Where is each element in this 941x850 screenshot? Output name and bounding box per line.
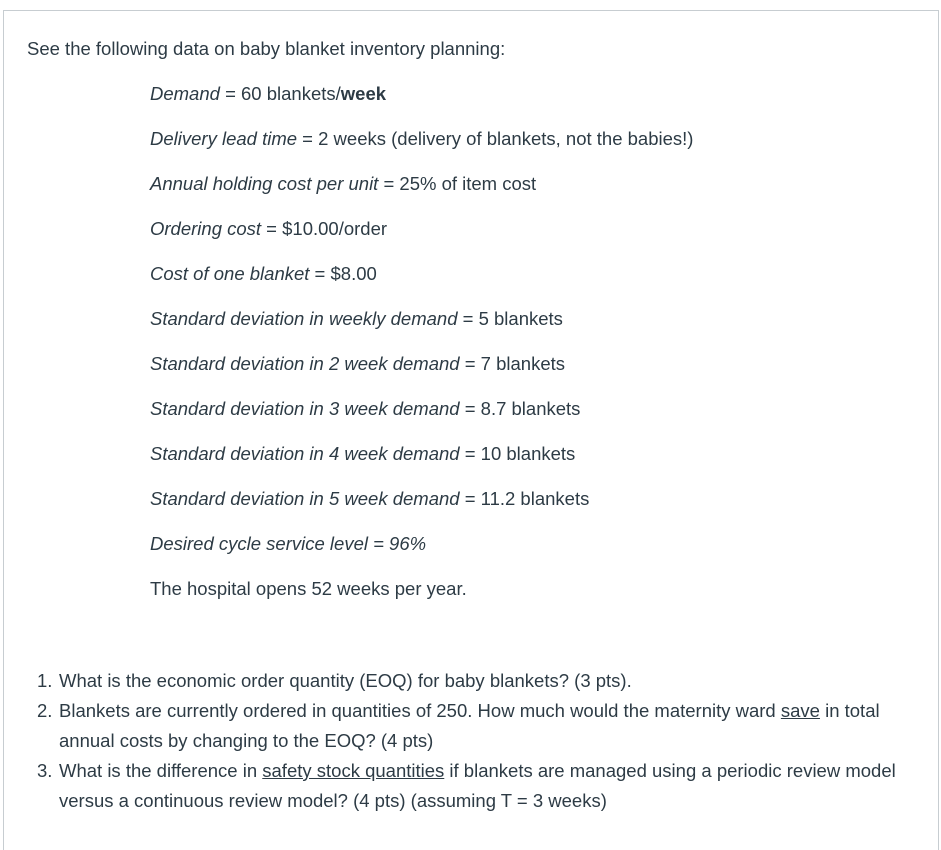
question-text: What is the difference in	[59, 760, 263, 781]
param-lead-time	[150, 127, 693, 172]
param-label: Ordering cost	[150, 218, 262, 239]
underlined-term: safety stock quantities	[262, 760, 445, 781]
question-text-tail: in total annual costs by changing to the EOQ? (4 pts)	[59, 700, 880, 751]
parameter-list	[150, 82, 693, 622]
param-value: = 8.7 blankets	[459, 398, 581, 419]
param-sd-5-week	[150, 487, 693, 532]
param-label: Cost of one blanket	[150, 263, 310, 284]
param-label: Desired cycle service level = 96%	[150, 533, 427, 554]
intro-text: See the following data on baby blanket inventory planning:	[27, 38, 506, 59]
question-text-tail: if blankets are managed using a periodic review model versus a continuous review model? (4 pts) (assuming T = 3 weeks)	[59, 760, 896, 811]
param-label: Standard deviation in weekly demand	[150, 308, 458, 329]
param-value: = $10.00/order	[261, 218, 388, 239]
param-sd-3-week	[150, 397, 693, 442]
param-blanket-cost	[150, 262, 693, 307]
param-value: = 2 weeks (delivery of blankets, not the babies!)	[297, 128, 694, 149]
param-label: Standard deviation in 3 week demand	[150, 398, 460, 419]
param-sd-4-week	[150, 442, 693, 487]
param-value: = 25% of item cost	[378, 173, 537, 194]
param-value: = 5 blankets	[457, 308, 563, 329]
param-value: = $8.00	[309, 263, 377, 284]
question-number: 2.	[37, 700, 53, 721]
param-sd-weekly	[150, 307, 693, 352]
param-value: = 60 blankets/	[219, 83, 341, 104]
underlined-term: save	[780, 700, 820, 721]
param-holding-cost	[150, 172, 693, 217]
param-unit-bold: week	[340, 83, 387, 104]
param-label: Standard deviation in 5 week demand	[150, 488, 460, 509]
param-label: Standard deviation in 4 week demand	[150, 443, 460, 464]
question-2	[37, 696, 909, 756]
param-value: = 11.2 blankets	[459, 488, 590, 509]
question-text: What is the economic order quantity (EOQ) for baby blankets? (3 pts).	[59, 670, 632, 691]
question-3	[37, 756, 909, 816]
question-number: 3.	[37, 760, 53, 781]
param-ordering-cost	[150, 217, 693, 262]
param-demand	[150, 82, 693, 127]
hospital-note: The hospital opens 52 weeks per year.	[150, 578, 467, 599]
question-number: 1.	[37, 670, 53, 691]
param-value: = 7 blankets	[459, 353, 565, 374]
param-label: Annual holding cost per unit	[150, 173, 379, 194]
question-list	[37, 666, 909, 816]
question-text: Blankets are currently ordered in quantities of 250. How much would the maternity ward	[59, 700, 781, 721]
param-sd-2-week	[150, 352, 693, 397]
param-label: Demand	[150, 83, 220, 104]
param-label: Delivery lead time	[150, 128, 298, 149]
param-label: Standard deviation in 2 week demand	[150, 353, 460, 374]
param-service-level	[150, 532, 693, 577]
question-1	[37, 666, 909, 696]
param-value: = 10 blankets	[459, 443, 576, 464]
